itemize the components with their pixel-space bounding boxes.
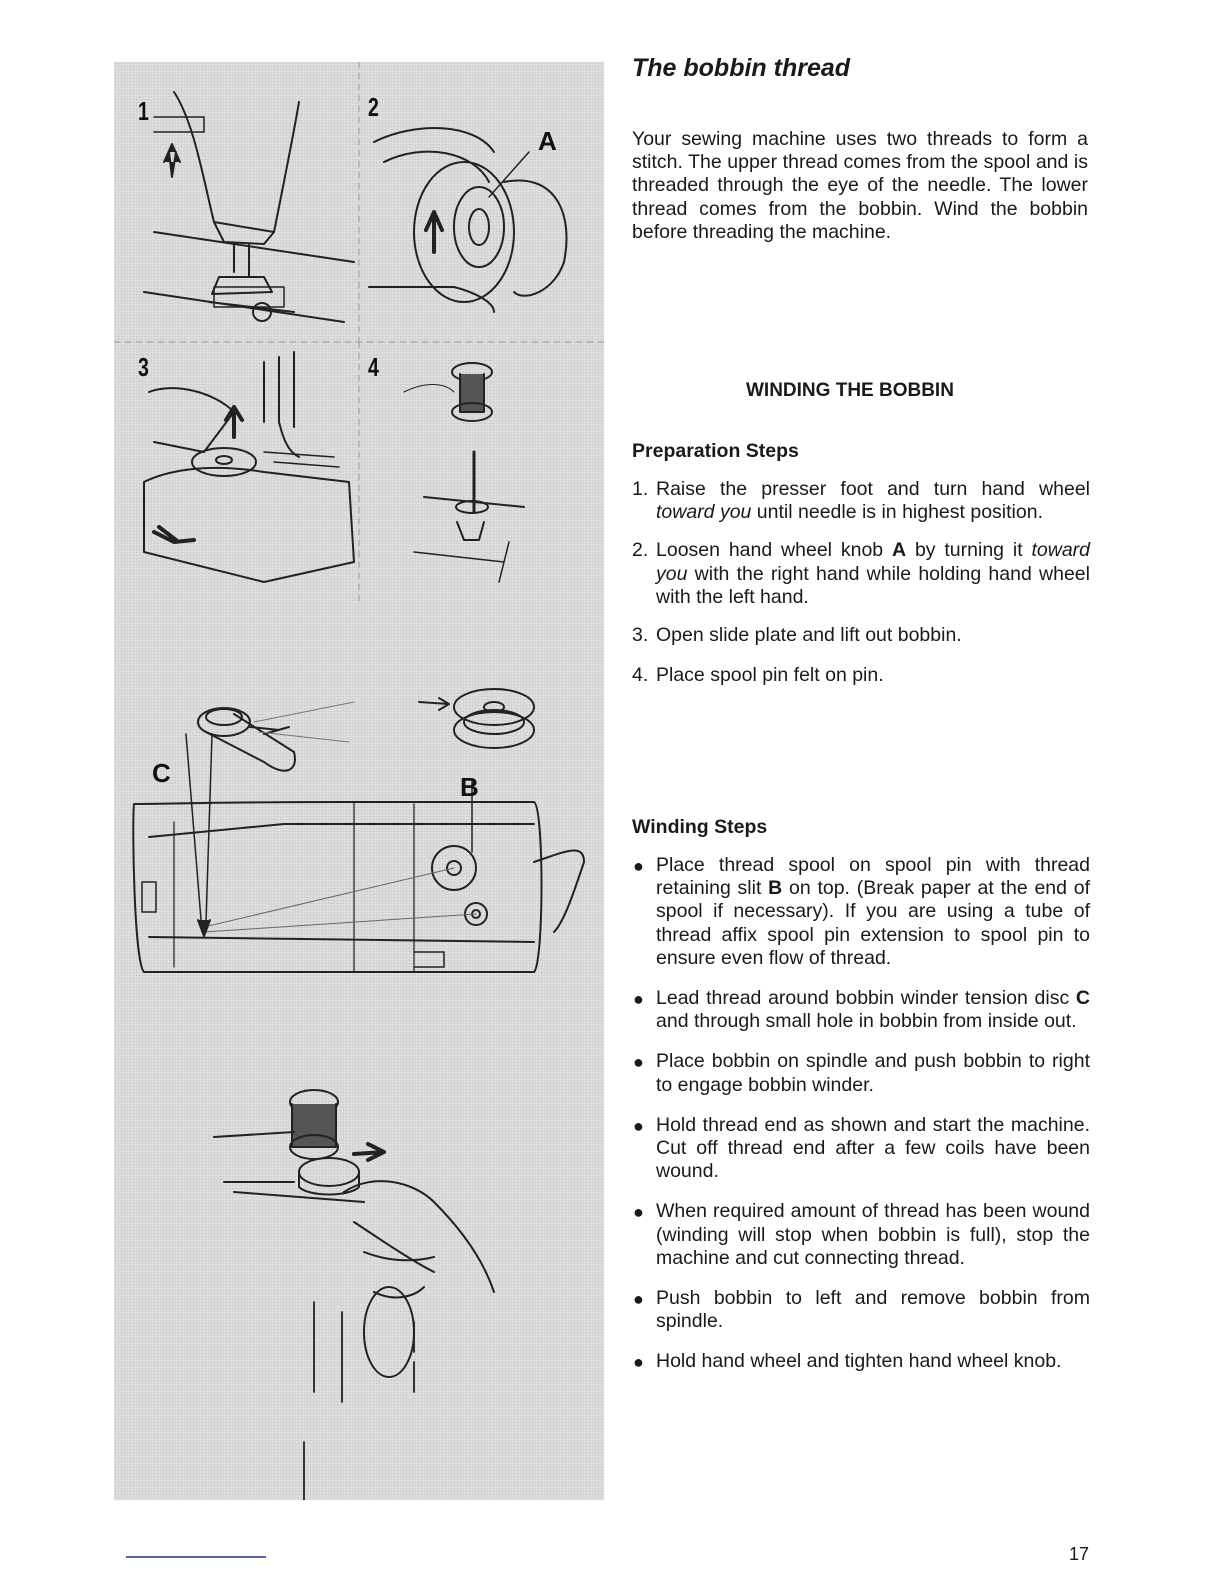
- figure-bobbin: [419, 689, 534, 748]
- figure-1-presser-foot: [144, 92, 354, 322]
- step-label-2: 2: [368, 92, 379, 122]
- preparation-heading: Preparation Steps: [632, 440, 799, 462]
- step-text-part: Place thread spool on spool pin with thread retaining slit: [656, 854, 1090, 900]
- step-text: Place spool pin felt on pin.: [656, 664, 884, 687]
- winding-step-6: [632, 1287, 1090, 1333]
- figure-bobbin-winder: [214, 1090, 494, 1500]
- step-number: 2.: [632, 539, 649, 562]
- step-number: 1.: [632, 478, 649, 500]
- step-text-part: and through small hole in bobbin from inside out.: [656, 1010, 1077, 1033]
- sewing-illustration: [114, 62, 604, 1500]
- step-text: [632, 987, 1090, 1033]
- bullet-icon: ●: [633, 1052, 644, 1073]
- callout-b: B: [460, 772, 479, 802]
- step-text-part: by turning it: [906, 539, 1032, 562]
- winding-heading: Winding Steps: [632, 816, 768, 838]
- step-label-1: 1: [138, 96, 149, 126]
- bullet-icon: ●: [633, 989, 644, 1010]
- winding-step-5: [632, 1200, 1090, 1270]
- preparation-step-3: [632, 624, 1090, 647]
- step-text-bold: A: [892, 539, 907, 562]
- step-text-part: Loosen hand wheel knob: [656, 539, 892, 562]
- winding-steps-list: [632, 854, 1090, 1374]
- step-text-bold: C: [1075, 987, 1090, 1010]
- winding-step-7: [632, 1350, 1090, 1373]
- winding-step-3: [632, 1050, 1090, 1096]
- section-heading: WINDING THE BOBBIN: [746, 380, 954, 401]
- step-text: Open slide plate and lift out bobbin.: [656, 624, 962, 647]
- preparation-step-4: [632, 664, 1090, 687]
- step-text-bold: B: [768, 877, 783, 900]
- bullet-icon: ●: [633, 856, 644, 876]
- step-text: [632, 478, 1090, 524]
- preparation-step-1: [632, 478, 1090, 524]
- bullet-icon: ●: [633, 1115, 644, 1136]
- winding-step-2: [632, 987, 1090, 1033]
- step-text-emphasis: toward you: [656, 501, 752, 524]
- step-text: [632, 539, 1090, 609]
- bullet-icon: ●: [633, 1202, 644, 1223]
- step-text-part: Lead thread around bobbin winder tension disc: [656, 987, 1076, 1010]
- winding-step-1: [632, 854, 1090, 970]
- figure-4-spool-pin: [404, 363, 524, 582]
- step-text: When required amount of thread has been wound (winding will stop when bobbin is full), stop the machine and cut connecting thread.: [656, 1200, 1090, 1269]
- figure-2-hand-wheel-knob: [369, 128, 567, 312]
- page-number: 17: [1069, 1544, 1090, 1564]
- preparation-step-2: [632, 539, 1090, 609]
- step-text: Push bobbin to left and remove bobbin from spindle.: [656, 1287, 1090, 1333]
- figure-machine-top-view: [133, 734, 584, 972]
- bullet-icon: ●: [633, 1289, 644, 1310]
- step-text: [632, 854, 1090, 970]
- page-title: The bobbin thread: [632, 54, 851, 82]
- step-text: Hold thread end as shown and start the machine. Cut off thread end after a few coils have been wound.: [656, 1113, 1090, 1183]
- callout-c: C: [152, 758, 171, 788]
- winding-step-4: [632, 1114, 1090, 1184]
- illustration-panel: [114, 62, 604, 1500]
- step-text-emphasis: toward you: [656, 539, 1090, 585]
- step-text-part: Raise the presser foot and turn hand wheel: [656, 478, 1090, 500]
- preparation-steps-list: [632, 478, 1090, 687]
- step-number: 4.: [632, 664, 649, 687]
- step-label-4: 4: [368, 352, 379, 382]
- step-text-part: until needle is in highest position.: [751, 501, 1043, 524]
- step-text-part: with the right hand while holding hand wheel with the left hand.: [656, 562, 1090, 608]
- callout-a: A: [538, 126, 557, 156]
- intro-paragraph: Your sewing machine uses two threads to form a stitch. The upper thread comes from the spool and is threaded through the eye of the needle. The lower thread comes from the bobbin. Wind the bobbin before threading the machine.: [632, 128, 1088, 243]
- step-number: 3.: [632, 624, 649, 647]
- bullet-icon: ●: [633, 1352, 644, 1373]
- step-label-3: 3: [138, 352, 149, 382]
- step-text: Place bobbin on spindle and push bobbin to right to engage bobbin winder.: [656, 1050, 1090, 1096]
- step-text-part: on top. (Break paper at the end of spool if necessary). If you are using a tube of thread affix spool pin extension to spool pin to ensure even flow of thread.: [656, 877, 1090, 969]
- step-text: Hold hand wheel and tighten hand wheel knob.: [656, 1350, 1062, 1373]
- figure-tension-disc: [198, 702, 354, 771]
- figure-3-slide-plate: [144, 352, 354, 582]
- footer-rule: [126, 1556, 266, 1558]
